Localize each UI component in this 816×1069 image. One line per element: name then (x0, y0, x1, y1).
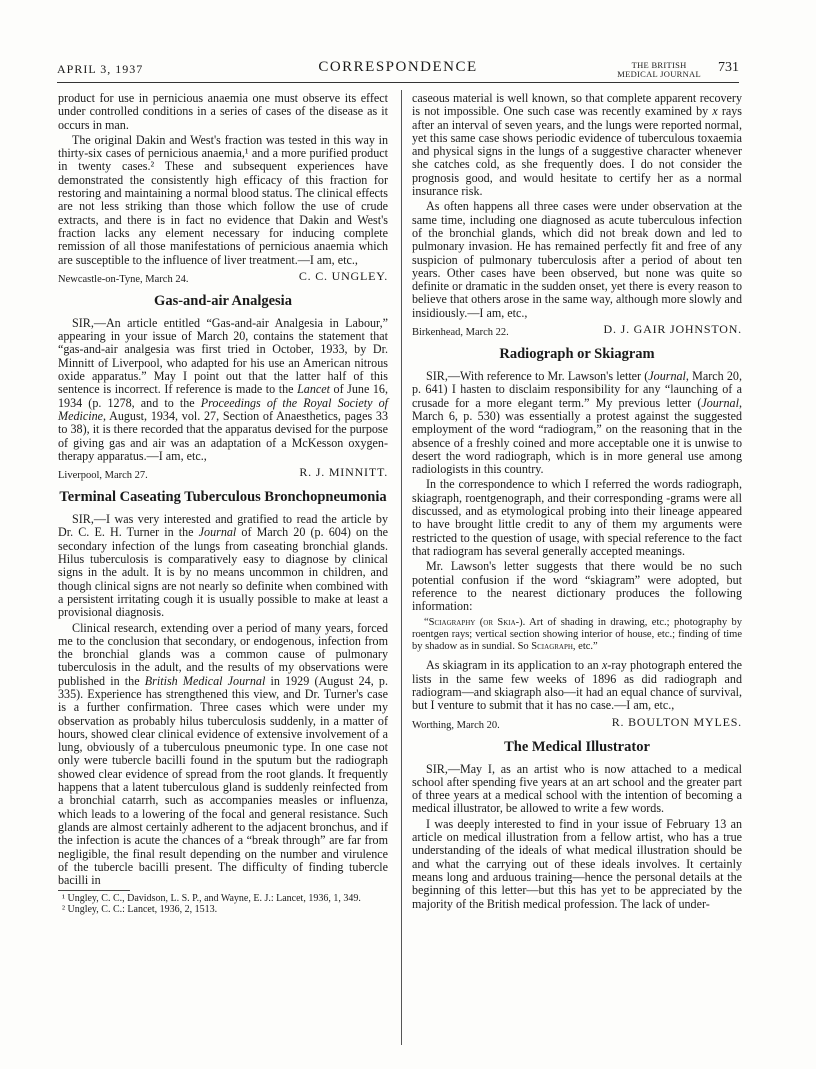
ungley-paragraph-2: The original Dakin and West's fraction was tested in this way in thirty-six cases of pernicious anaemia,¹ and a more purified product in twenty cases.² These and subsequent experiences have demonstrated the consistently high efficacy of this fraction for restoring and maintaining a normal blood status. The clinical effects are not less striking than those which follow the use of crude extracts, and there is in fact no evidence that Dakin and West's fraction lacks any element necessary for inducing complete remission of all those manifestations of pernicious anaemia which are susceptible to the influence of liver treatment.—I am, etc., (58, 132, 388, 267)
section-title: CORRESPONDENCE (318, 59, 478, 75)
heading-gas-and-air: Gas-and-air Analgesia (154, 292, 292, 309)
footnote-1: ¹ Ungley, C. C., Davidson, L. S. P., and Wayne, E. J.: Lancet, 1936, 1, 349. (62, 893, 361, 905)
salutation: SIR, (426, 761, 448, 776)
header-rule (57, 82, 739, 83)
column-divider (401, 90, 402, 1045)
illustrator-paragraph-2: I was deeply interested to find in your issue of February 13 an article on medical illustration from a fellow artist, who has a true understanding of the ideals of what medical illustration should be and what the carrying out of these ideals involves. It certainly means long and arduous training—hence the personal details at the beginning of this letter—but this has yet to be appreciated by the majority of the British medical profession. The lack of under- (412, 816, 742, 911)
minnitt-signature (58, 466, 388, 482)
signature-author: R. J. MINNITT. (299, 465, 388, 480)
signature-author: D. J. GAIR JOHNSTON. (603, 322, 742, 337)
issue-date: APRIL 3, 1937 (57, 62, 144, 76)
journal-ref: Lancet (297, 382, 330, 397)
radiograph-paragraph-3: Mr. Lawson's letter suggests that there would be no such potential confusion if the word “skiagram” were adopted, but reference to the nearest dictionary produces the following information: (412, 559, 742, 614)
signature-place: Liverpool, March 27. (58, 470, 148, 482)
johnston-paragraph-1: caseous material is well known, so that complete apparent recovery is not impossible. One such case was recently examined by x rays after an interval of seven years, and the lungs were reported normal, yet this same case shows periodic evidence of tuberculous toxaemia and physical signs in the lungs of a suggestive character whenever she catches cold, as she frequently does. I do not consider the prognosis good, and would hesitate to certify her as a normal insurance risk. (412, 91, 743, 199)
journal-ref: Journal (648, 369, 686, 384)
terminal-paragraph-2: Clinical research, extending over a period of many years, forced me to the conclusion that secondary, or endogenous, infection from the bronchial glands was a common cause of pulmonary tuberculosis in the adult, and the results of my observations were published in the British Medical Journal in 1929 (August 24, p. 335). Experience has strengthened this view, and Dr. Turner's case is a further confirmation. Three cases which were under my observation as probably hilus tuberculosis suddenly, in a matter of hours, showed clear clinical evidence of extensive involvement of a lung, obviously of a tuberculous pneumonic type. In one case not only were tubercle bacilli found in the sputum but the radiograph showed clear evidence of spread from the root glands. It frequently happens that a latent tuberculous gland is suddenly reinfected from a bronchial catarrh, such as accompanies measles or influenza, which leads to a lowering of the focal and general resistance. Such glands are almost certainly adherent to the adjacent bronchus, and if the infection is acute the chances of a “break through” are far from negligible, the final result depending on the number and virulence of the tubercle bacilli present. The difficulty of finding tubercle bacilli in (58, 620, 388, 888)
footnote-2: ² Ungley, C. C.: Lancet, 1936, 2, 1513. (62, 904, 218, 916)
left-column (58, 92, 388, 915)
johnston-paragraph-2: As often happens all three cases were under observation at the same time, including one diagnosed as acute tuberculous infection of the bronchial glands, which did not break down and led to pulmonary invasion. He has remained perfectly fit and free of any suspicion of pulmonary tuberculosis after a period of about ten years. Other cases have been observed, but none was quite so definite or dramatic in the sudden onset, yet there is every reason to believe that others arose in the same way, although more slowly and insidiously.—I am, etc., (412, 199, 742, 320)
johnston-signature (412, 323, 742, 339)
heading-terminal-caseating: Terminal Caseating Tuberculous Bronchopneumonia (59, 489, 387, 506)
journal-name-line1: THE BRITISH (631, 60, 687, 70)
journal-ref: Proceedings of the Royal Society of Medicine (58, 395, 388, 423)
signature-place: Newcastle-on-Tyne, March 24. (58, 273, 189, 285)
footnote-rule (58, 890, 130, 891)
radiograph-paragraph-1: SIR,—With reference to Mr. Lawson's letter (Journal, March 20, p. 641) I hasten to disclaim responsibility for any “launching of a crusade for a more elegant term.” My previous letter (Journal, March 6, p. 530) was essentially a protest against the suggested employment of the word “radiogram,” on the reasoning that in the absence of a freshly coined and more acceptable one it is unwise to desert the word radiograph, which is in more general use among radiologists in this country. (412, 369, 742, 477)
myles-signature (412, 716, 742, 732)
journal-ref: Journal (701, 395, 739, 410)
salutation: SIR, (72, 512, 94, 527)
signature-author: C. C. UNGLEY. (298, 268, 388, 283)
terminal-paragraph-1: SIR,—I was very interested and gratified to read the article by Dr. C. E. H. Turner in the Journal of March 20 (p. 604) on the secondary infection of the lungs from caseating bronchial glands. Hilus tuberculosis is comparatively easy to diagnose by clinical signs in the adult. It is by no means uncommon in children, and though clinical signs are not nearly so definite when combined with a persistent irritating cough it is usually possible to make at least a provisional diagnosis. (58, 512, 389, 620)
dictionary-quote: “Sciagraphy (or Skia-). Art of shading in drawing, etc.; photography by roentgen rays; vertical section showing interior of house, etc.; finding of time by shadow as in sundial. So Sciagraph, etc.” (412, 617, 742, 653)
heading-radiograph-or-skiagram: Radiograph or Skiagram (499, 346, 655, 363)
heading-medical-illustrator: The Medical Illustrator (504, 738, 650, 755)
journal-name-line2: MEDICAL JOURNAL (617, 69, 701, 79)
salutation: SIR, (72, 315, 94, 330)
signature-author: R. BOULTON MYLES. (611, 714, 742, 729)
ungley-paragraph-1: product for use in pernicious anaemia one must observe its effect under controlled conditions in a series of cases of the disease as it occurs in man. (58, 91, 388, 132)
radiograph-paragraph-4: As skiagram in its application to an x-ray photograph entered the lists in the same few weeks of 1896 as did radiograph and radiogram—and skiagraph also—it had an equal chance of survival, but I venture to submit that it has no case.—I am, etc., (412, 658, 743, 713)
gas-paragraph: SIR,—An article entitled “Gas-and-air Analgesia in Labour,” appearing in your issue of March 20, contains the statement that “gas-and-air analgesia was first tried in October, 1933, by Dr. Minnitt of Liverpool, who adapted for his use an American nitrous oxide apparatus.” May I point out that the latter half of this sentence is incorrect. If reference is made to the Lancet of June 16, 1934 (p. 1278, and to the Proceedings of the Royal Society of Medicine, August, 1934, vol. 27, Section of Anaesthetics, pages 33 to 38), it is there recorded that the apparatus devised for the purpose of giving gas and air was an adaptation of a McKesson oxygen-therapy apparatus.—I am, etc., (58, 315, 388, 463)
signature-place: Birkenhead, March 22. (412, 327, 509, 339)
illustrator-paragraph-1: SIR,—May I, as an artist who is now attached to a medical school after spending five years at an art school and the greater part of three years at a medical school with the intention of becoming a medical illustrator, be allowed to write a few words. (412, 761, 742, 816)
ungley-signature (58, 270, 388, 286)
journal-ref: Journal (198, 525, 237, 540)
salutation: SIR, (426, 369, 448, 384)
right-column (412, 92, 742, 913)
radiograph-paragraph-2: In the correspondence to which I referred the words radiograph, skiagraph, roentgenograph, and their corresponding -grams were all discussed, and as etymological probing into their lineage appeared to have brought little credit to any of them my arguments were restricted to the question of usage, with special reference to the fact that radiogram has several generally accepted meanings. (412, 477, 742, 558)
page-header (57, 58, 739, 82)
page-number: 731 (718, 60, 739, 75)
journal-ref: British Medical Journal (144, 673, 266, 688)
signature-place: Worthing, March 20. (412, 719, 500, 731)
journal-name (617, 61, 701, 79)
